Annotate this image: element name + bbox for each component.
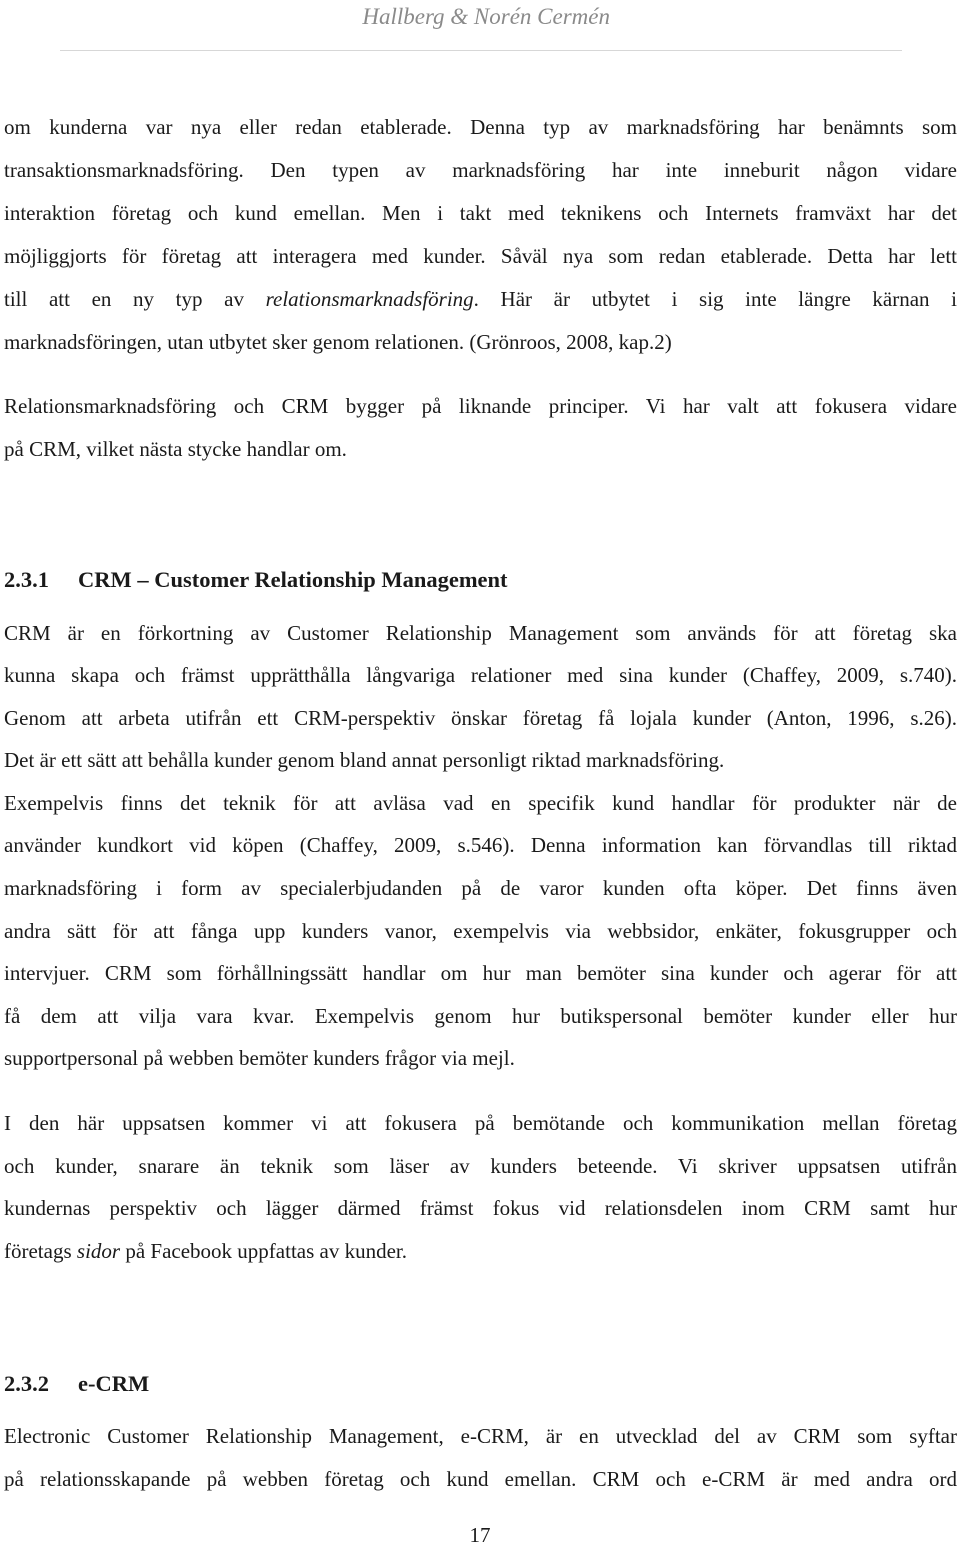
running-header — [0, 0, 960, 52]
section-title: CRM – Customer Relationship Management — [78, 567, 508, 592]
header-divider — [60, 50, 902, 51]
paragraph-line: kundernas perspektiv och lägger därmed främst fokus vid relationsdelen inom CRM samt hur — [4, 1196, 957, 1220]
paragraph-line: möjliggjorts för företag att interagera med kunder. Såväl nya som redan etablerade. Detta har lett — [4, 244, 957, 268]
section-number: 2.3.1 — [4, 567, 49, 592]
paragraph-line: interaktion företag och kund emellan. Men i takt med teknikens och Internets framväxt har det — [4, 201, 957, 225]
paragraph-line: om kunderna var nya eller redan etablerade. Denna typ av marknadsföring har benämnts som — [4, 115, 957, 139]
text-run: på Facebook uppfattas av kunder. — [120, 1239, 407, 1263]
paragraph-line: CRM är en förkortning av Customer Relationship Management som används för att företag ska — [4, 621, 957, 645]
paragraph-line: Genom att arbeta utifrån ett CRM-perspektiv önskar företag få lojala kunder (Anton, 1996, s.26). — [4, 706, 957, 730]
text-run: till att en ny typ av — [4, 287, 266, 311]
italic-term: sidor — [76, 1239, 121, 1263]
paragraph-line — [4, 1238, 407, 1264]
paragraph-line: och kunder, snarare än teknik som läser av kunders beteende. Vi skriver uppsatsen utifrån — [4, 1154, 957, 1178]
paragraph-line: marknadsföring i form av specialerbjudanden på de varor kunden ofta köper. Det finns även — [4, 876, 957, 900]
paragraph-line: transaktionsmarknadsföring. Den typen av marknadsföring har inte inneburit någon vidare — [4, 158, 957, 182]
paragraph-line: intervjuer. CRM som förhållningssätt handlar om hur man bemöter sina kunder och agerar för att — [4, 961, 957, 985]
italic-term: relationsmarknadsföring — [265, 287, 474, 311]
paragraph-line: supportpersonal på webben bemöter kunders frågor via mejl. — [4, 1046, 515, 1070]
paragraph-line: kunna skapa och främst upprätthålla långvariga relationer med sina kunder (Chaffey, 2009, s.740). — [4, 663, 957, 687]
header-title: Hallberg & Norén Cermén — [362, 4, 610, 29]
paragraph-line: Exempelvis finns det teknik för att avläsa vad en specifik kund handlar för produkter när de — [4, 791, 957, 815]
paragraph-line: få dem att vilja vara kvar. Exempelvis genom hur butikspersonal bemöter kunder eller hur — [4, 1004, 957, 1028]
paragraph-line: Relationsmarknadsföring och CRM bygger på liknande principer. Vi har valt att fokusera vidare — [4, 394, 957, 418]
paragraph-line: I den här uppsatsen kommer vi att fokusera på bemötande och kommunikation mellan företag — [4, 1111, 957, 1135]
paragraph-line: på relationsskapande på webben företag och kund emellan. CRM och e-CRM är med andra ord — [4, 1467, 957, 1491]
text-run: företags — [4, 1239, 77, 1263]
section-number: 2.3.2 — [4, 1371, 49, 1396]
paragraph-line: marknadsföringen, utan utbytet sker genom relationen. (Grönroos, 2008, kap.2) — [4, 330, 672, 354]
paragraph-line: på CRM, vilket nästa stycke handlar om. — [4, 437, 347, 461]
text-run: . Här är utbytet i sig inte längre kärnan i — [473, 287, 957, 311]
section-heading — [4, 1370, 149, 1398]
section-title: e-CRM — [78, 1371, 150, 1396]
paragraph-line — [4, 286, 957, 312]
paragraph-line: Electronic Customer Relationship Management, e-CRM, är en utvecklad del av CRM som syftar — [4, 1424, 957, 1448]
section-heading — [4, 566, 508, 594]
paragraph-line: andra sätt för att fånga upp kunders vanor, exempelvis via webbsidor, enkäter, fokusgrupper och — [4, 919, 957, 943]
page-number: 17 — [469, 1523, 491, 1547]
paragraph-line: använder kundkort vid köpen (Chaffey, 2009, s.546). Denna information kan förvandlas till riktad — [4, 833, 957, 857]
paragraph-line: Det är ett sätt att behålla kunder genom bland annat personligt riktad marknadsföring. — [4, 748, 725, 772]
